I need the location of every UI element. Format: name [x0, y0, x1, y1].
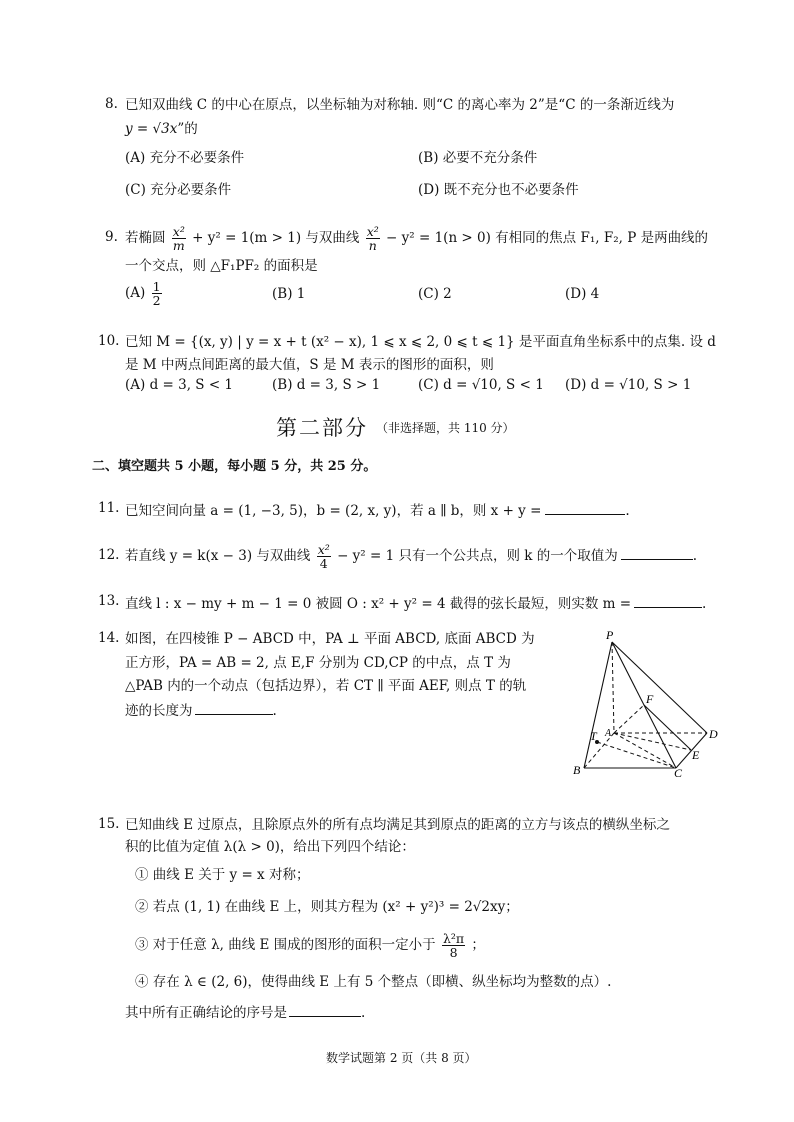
q15-conclusion-1: ① 曲线 E 关于 y = x 对称； [135, 867, 310, 883]
q13-answer-blank[interactable] [634, 593, 702, 608]
q15-c3-pre: ③ 对于任意 λ, 曲线 E 围成的图形的面积一定小于 [135, 937, 436, 953]
q9-option-a-fraction [152, 280, 162, 307]
page-footer: 数学试题第 2 页（共 8 页） [326, 1051, 477, 1065]
q9-hyperbola-fraction [366, 225, 380, 252]
q15-c3-end: ； [471, 937, 485, 953]
q12-end: . [692, 548, 698, 564]
segment-AF-hidden [614, 705, 644, 733]
q15-line1: 已知曲线 E 过原点，且除原点外的所有点均满足其到原点的距离的立方与该点的横纵坐标之 [125, 817, 670, 833]
q8-line2 [125, 120, 198, 138]
q14-line1: 如图，在四棱锥 P − ABCD 中，PA ⊥ 平面 ABCD, 底面 ABCD 为 [125, 631, 535, 647]
segment-FE [644, 705, 691, 750]
q9-hyperbola-den: n [368, 238, 377, 253]
q14-line4-text: 迹的长度为 [125, 703, 193, 719]
label-T: T [590, 729, 597, 743]
q12-answer-blank[interactable] [621, 545, 693, 560]
q9-number: 9. [105, 229, 118, 245]
q9-hyperbola-rest: − y² = 1(n > 0) 有相同的焦点 F₁, F₂, P 是两曲线的 [386, 230, 709, 246]
label-B: B [573, 763, 581, 777]
q11-end: . [625, 503, 630, 519]
q9-ellipse-fraction [172, 225, 186, 252]
q14-line4 [125, 700, 277, 720]
segment-TC-hidden [597, 742, 676, 768]
q9-line1 [125, 220, 708, 256]
q14-answer-blank[interactable] [195, 700, 273, 715]
q9-option-a-num: 1 [152, 279, 161, 294]
q10-number: 10. [98, 333, 120, 349]
q12-rest: − y² = 1 只有一个公共点，则 k 的一个取值为 [337, 548, 618, 564]
q15-answer-blank[interactable] [289, 1002, 361, 1017]
q13-text: 直线 l : x − my + m − 1 = 0 被圆 O : x² + y² = 4 截得的弦长最短，则实数 m = [125, 596, 632, 612]
q9-option-a-den: 2 [152, 293, 161, 308]
label-F: F [646, 692, 654, 706]
label-P: P [606, 628, 614, 642]
q15-c3-fraction [442, 932, 465, 959]
q9-ellipse-den: m [172, 238, 185, 253]
q9-pre: 若椭圆 [125, 230, 166, 246]
q8-line2-rest: ”的 [177, 121, 198, 137]
q10-option-a: (A) d = 3, S < 1 [125, 377, 234, 393]
q13-number: 13. [98, 593, 120, 609]
pyramid-figure [570, 628, 730, 778]
segment-AE-hidden [614, 733, 691, 750]
q8-eq: y = √3x [125, 121, 178, 137]
label-E: E [692, 748, 700, 762]
section2-heading: 二、填空题共 5 小题，每小题 5 分，共 25 分。 [92, 459, 377, 474]
q8-number: 8. [105, 96, 118, 112]
q9-option-a-label: (A) [125, 285, 146, 301]
q11-number: 11. [98, 500, 120, 516]
q8-option-c: (C) 充分必要条件 [125, 182, 232, 198]
q15-conclusion-4: ④ 存在 λ ∈ (2, 6)，使得曲线 E 上有 5 个整点（即横、纵坐标均为整数的点）. [135, 974, 612, 990]
q9-option-c: (C) 2 [418, 286, 452, 302]
q12-fraction [317, 543, 331, 570]
q12-frac-den: 4 [319, 556, 328, 571]
q13-line [125, 593, 706, 613]
part2-title: 第二部分 [276, 416, 368, 440]
q14-line2: 正方形，PA = AB = 2, 点 E,F 分别为 CD,CP 的中点，点 T 为 [125, 655, 511, 671]
q15-end: . [361, 1005, 366, 1021]
part2-subtitle: （非选择题，共 110 分） [376, 421, 515, 435]
q12-number: 12. [98, 547, 120, 563]
q9-option-a [125, 278, 164, 308]
q15-c3-num: λ²π [442, 931, 465, 946]
q10-line2: 是 M 中两点间距离的最大值，S 是 M 表示的图形的面积，则 [125, 357, 494, 373]
label-A: A [605, 728, 612, 739]
q11-answer-blank[interactable] [545, 500, 625, 515]
edge-PB [584, 642, 612, 768]
q9-line2: 一个交点，则 △F₁PF₂ 的面积是 [125, 258, 318, 274]
edge-PA-hidden [612, 642, 614, 733]
label-D: D [709, 727, 718, 741]
q9-ellipse-rest: + y² = 1(m > 1) 与双曲线 [192, 230, 360, 246]
q11-text: 已知空间向量 a = (1, −3, 5)，b = (2, x, y)，若 a ∥ b，则 x + y = [125, 503, 542, 519]
q9-option-d: (D) 4 [565, 286, 600, 302]
label-C: C [674, 766, 683, 778]
q15-last-text: 其中所有正确结论的序号是 [125, 1005, 287, 1021]
q11-line [125, 500, 630, 520]
q15-line2: 积的比值为定值 λ(λ > 0)，给出下列四个结论： [125, 839, 415, 855]
q15-number: 15. [98, 816, 120, 832]
q9-option-b: (B) 1 [272, 286, 306, 302]
q14-number: 14. [98, 630, 120, 646]
q14-end: . [272, 703, 277, 719]
q9-hyperbola-num: x² [366, 224, 379, 239]
q10-option-d: (D) d = √10, S > 1 [565, 377, 692, 393]
q14-line3: △PAB 内的一个动点（包括边界），若 CT ∥ 平面 AEF, 则点 T 的轨 [125, 678, 527, 694]
q9-ellipse-num: x² [172, 224, 185, 239]
q12-pre: 若直线 y = k(x − 3) 与双曲线 [125, 548, 311, 564]
q15-c3-den: 8 [449, 945, 458, 960]
q8-option-d: (D) 既不充分也不必要条件 [418, 182, 579, 198]
q15-last-line [125, 1002, 365, 1022]
q13-end: . [702, 596, 707, 612]
q10-line1: 已知 M = {(x, y) | y = x + t (x² − x), 1 ⩽ x ⩽ 2, 0 ⩽ t ⩽ 1} 是平面直角坐标系中的点集. 设 d [125, 334, 716, 350]
q15-conclusion-2: ② 若点 (1, 1) 在曲线 E 上，则其方程为 (x² + y²)³ = 2√2xy； [135, 899, 519, 915]
q15-conclusion-3 [135, 927, 485, 963]
q8-option-b: (B) 必要不充分条件 [418, 150, 538, 166]
q12-line [125, 538, 697, 574]
q8-option-a: (A) 充分不必要条件 [125, 150, 245, 166]
q8-line1: 已知双曲线 C 的中心在原点，以坐标轴为对称轴. 则“C 的离心率为 2”是“C 的一条渐近线为 [125, 97, 675, 113]
q10-option-c: (C) d = √10, S < 1 [418, 377, 544, 393]
q12-frac-num: x² [317, 542, 330, 557]
q10-option-b: (B) d = 3, S > 1 [272, 377, 381, 393]
